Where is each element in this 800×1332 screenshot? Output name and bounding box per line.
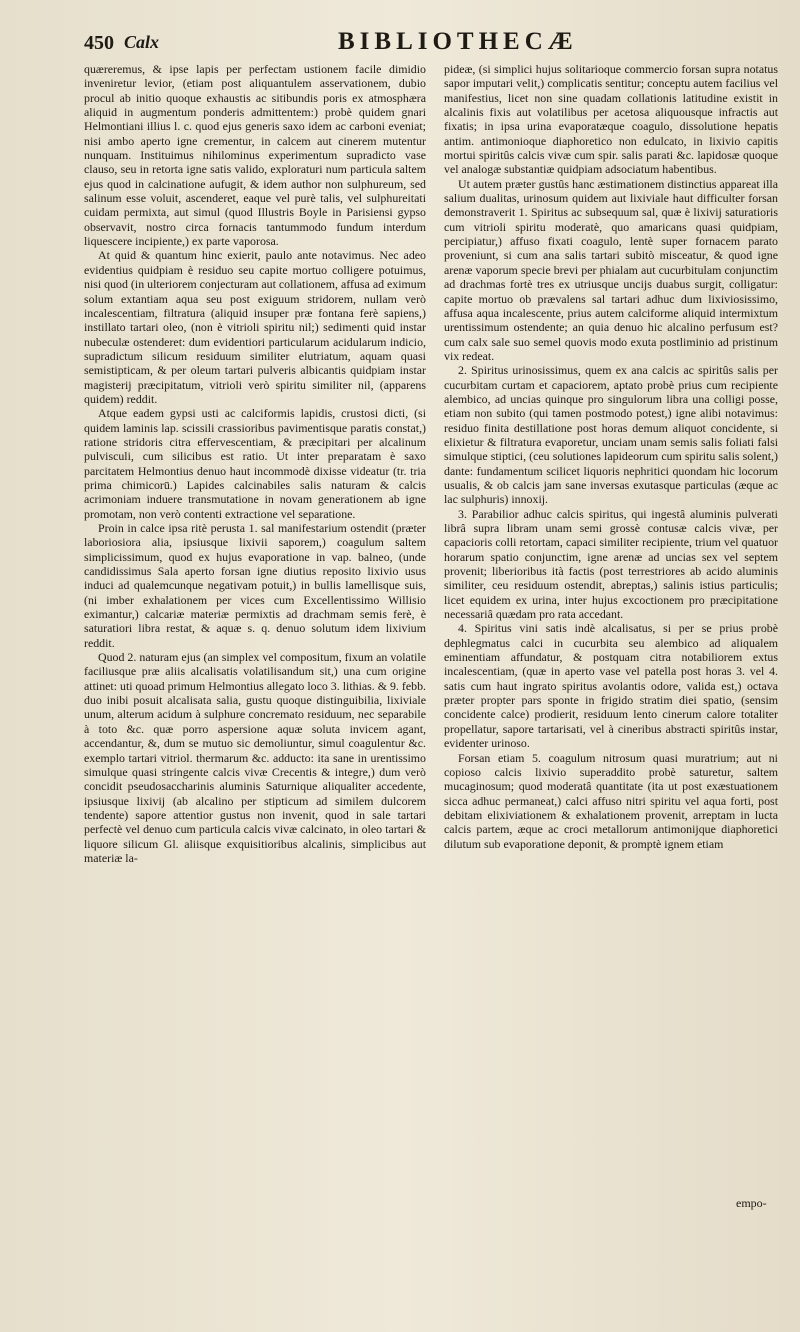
running-head: Calx — [124, 32, 160, 52]
paragraph: pideæ, (si simplici hujus solitarioque commercio forsan supra notatus sapor imputari velit,) complicatis sentitur; conceptu autem facilius vel manifestius, licet non sine quadam collationis latitudine existit in alcalinis fixis aut volatilibus per acetosa aliquousque infractis aut fixatis; in ipsa urina evaporatæque coagulo, dissolutione hepatis antim. antimonioque diaphoretico non edulcato, in lixivio capitis mortui spiritûs calcis vivæ cum spir. salis parati &c. lapidosæ quoque vel analogæ substantiæ quidpiam adsociatum habentibus. — [444, 62, 778, 177]
paragraph: Ut autem præter gustûs hanc æstimationem distinctius appareat illa salium dualitas, urinosum quidem aut lixiviale haut difficulter forsan demonstraverit 1. Spiritus ac subsequum sal, quæ è lixivij saturatioris cum vitrioli spiritu moderatè, quo amaricans quasi quidpiam, percipiatur,) affuso fixati coagulo, lentè super fornacem parato proveniunt, si cum ana salis tartari subitò misceatur, & quod igne arenæ vaporum specie brevi per phialam aut cucurbitulam conjunctim ad drachmas fortè tres ex utriusque uncijs duabus surgit, colligatur: capite mortuo ob prævalens sal tartari adhuc dum lixiviosissimo, affusa aqua incalescente, prius autem calciforme aliquid intermixtum urentissimum ostendente; an quia denuo hic alcalino perfusum est? cum calx sale suo semel quovis modo exuta postliminio ad pristinum vix redeat. — [444, 176, 778, 363]
paragraph: 2. Spiritus urinosissimus, quem ex ana calcis ac spiritûs salis per cucurbitam curtam et capaciorem, aptato probè prius cum recipiente alembico, ad uncias quinque pro singulorum libra una colligi posse, etiam non subito (qui tamen postmodo potest,) igne alibi notavimus: residuo finita destillatione post horas demum aliquot concidente, si elixietur & filtratura evaporetur, unciam unam semis salis foliati falsi simulque stiptici, (ceu solutiones lapideorum cum spiritu salis solent,) dante: fundamentum scilicet liquoris nephritici quondam hic locorum usualis, & ob calcis jam sane inversas exutasque particulas (æque ac lac sulphuris) innoxij. — [444, 363, 778, 507]
page-title: BIBLIOTHECÆ — [338, 28, 578, 55]
catchword: empo- — [736, 1196, 767, 1210]
paragraph: Proin in calce ipsa ritè perusta 1. sal manifestarium ostendit (præter laboriosiora alia, ipsiusque lixivii saporem,) coagulum saltem simplicissimum, quod ex hujus evaporatione in vap. balneo, (unde candidissimus Sala aperto forsan igne diutius reposito lixivio usus induci ad qualemcunque negativam potuit,) in bullis lamellisque suis, (ni imber exhalationem per vices cum Excellentissimo Willisio eximantur,) calcariæ materiæ permixtis ad drachmam semis ferè, è saturatiori libra restat, & aquæ s. q. denuo solutum idem lixivium reddit. — [84, 521, 426, 650]
page-number: 450 — [84, 32, 114, 54]
right-column — [444, 62, 778, 851]
paragraph: Quod 2. naturam ejus (an simplex vel compositum, fixum an volatile faciliusque præ aliis alcalisatis volatilisandum sit,) una cum origine attinet: uti quoad primum Helmontius allegato loco 3. lithias. & 9. febb. duo inibi posuit alcalisata salia, gustu quoque distinguibilia, lixiviale unum, alterum acidum à sulphure concremato residuum, nec separabile à toto &c. quæ porro aspersione aquæ soluta invicem agant, accendantur, &, dum se mutuo sic demoliuntur, simul coagulentur &c. exemplo tartari vitriol. thermarum &c. adducto: ita sane in urentissimo simulque quasi stringente calcis vivæ Crecentis & integre,) dum verò concidit pseudosaccharinis aluminis Saturnique aliqualiter accedente, ipsiusque lixivij (ab alcalino per stipticum ad similem dulcorem tendente) sapore attentior gustus non invenit, quod in sale tartari perfectè vel denuo cum particula calcis vivæ calcinato, in oleo tartari & liquore silicum Gl. aliisque exquisitioribus alcalinis, simplicibus aut materiæ la- — [84, 650, 426, 865]
paragraph: Atque eadem gypsi usti ac calciformis lapidis, crustosi dicti, (si quidem laminis lap. scissili crassioribus pavimentisque paratis constat,) ratione stridoris citra effervescentiam, & præcipitari per alcalinum pulvisculi, cum silicibus est ratio. Ut inter preparatam è saxo parcitatem Helmontius denuo haut incommodè dixisse videatur (tr. tria prima chimicorū.) Lapides calcinabiles salis naturam & calcis acrimoniam induere transmutatione in novam generationem ab igne promotam, non verò contenti extractione vel separatione. — [84, 406, 426, 521]
paragraph: 3. Parabilior adhuc calcis spiritus, qui ingestâ aluminis pulverati librâ supra libram unam semi grossè contusæ calcis vivæ, per capacioris colli retortam, capaci similiter recipiente, trium vel quatuor horarum spatio conjunctim, igne arenæ ad uncias sex vel septem provenit; liberioribus ità factis (post terrestriores ab acido aluminis similiter, ceu residuum ostendit, abreptas,) salinis istius particulis; licet equidem ex urina, inter hujus excoctionem pro præcipitatione necessariâ quædam pro rata accedant. — [444, 506, 778, 622]
paragraph: 4. Spiritus vini satis indè alcalisatus, si per se prius probè dephlegmatus calci in cucurbita seu alembico ad aliqualem eminentiam affundatur, & postquam citra notabiliorem extus incalescentiam, (quæ in aperto vase vel patella post horas 3. vel 4. satis cum haut ingrato spiritus avolantis odore, valida est,) octava præter propter pars sponte in frigido stratim diei spatio, (sensim concidente calce) prodierit, residuum lento cinerum calore totaliter propellatur, sapore tartarisati, vel à cineribus abstracti spiritûs instar, evidenter urinoso. — [444, 621, 778, 751]
left-column — [84, 62, 426, 865]
page-header — [0, 28, 800, 62]
paragraph: quæreremus, & ipse lapis per perfectam ustionem facile dimidio inveniretur levior, (etiam post aliquantulem asservationem, dubio procul ab initio quoque exhaustis ac sitibundis poris ex atmosphæra aliquid in augmentum ponderis admittentem:) probè quidem gnari Helmontiani illius l. c. quod ejus generis saxo idem ac carboni eveniat; nisi ambo aperto igne crementur, in calcem aut cinerem mutentur nunquam. Instituimus nihilominus experimentum supradicto vase clauso, seu in retorta igne satis valido, exploraturi num particula saltem ejus quod in calcinatione aufugit, & idem author non sulphureum, sed salinum esse voluit, ascenderet, eaque vel purè talis, vel sulphureitati cuidam permixta, aut simul (quod Illustris Boyle in Parisiensi gypso observavit, nostro circa fornacis tantummodo fundum interdum liquescere incipiente,) ex parte vaporosa. — [84, 62, 426, 249]
paragraph: Forsan etiam 5. coagulum nitrosum quasi muratrium; aut ni copioso calcis lixivio superaddito probè saturetur, saltem mucaginosum; quod moderatâ quantitate (ita ut post exæstuationem sicca adhuc permaneat,) calci affuso nitri spiritu vel aqua forti, post debitam elixiviationem & exhalationem provenit, arreptam in lucta calcis partem, æque ac croci metallorum antimonijque diaphoretici dilutum sub evaporatione deponit, & promptè ignem etiam — [444, 750, 778, 851]
paragraph: At quid & quantum hinc exierit, paulo ante notavimus. Nec adeo evidentius quidpiam è residuo seu capite mortuo colligere potuimus, nisi quod (in ulteriorem conjecturam aut collationem, affusa ad eximum solum extantiam aqua seu post exiguum stridorem, nullam verò incalescentiam, filtratura (aliquid insuper præ fontana ferè sapiens,) instillato tartari oleo, (non è vitrioli spiritu nil;) sedimenti quid instar nubeculæ ostenderet: dum evidentiori particularum acidularum indicio, supradictum silicum residuum similiter elutriatum, aquam quasi semistipticam, & per oleum tartari pulveris albicantis quidpiam instar magisterij præcipitatum, vitrioli verò spiritu similiter nil, (apparens quidem) reddit. — [84, 248, 426, 406]
